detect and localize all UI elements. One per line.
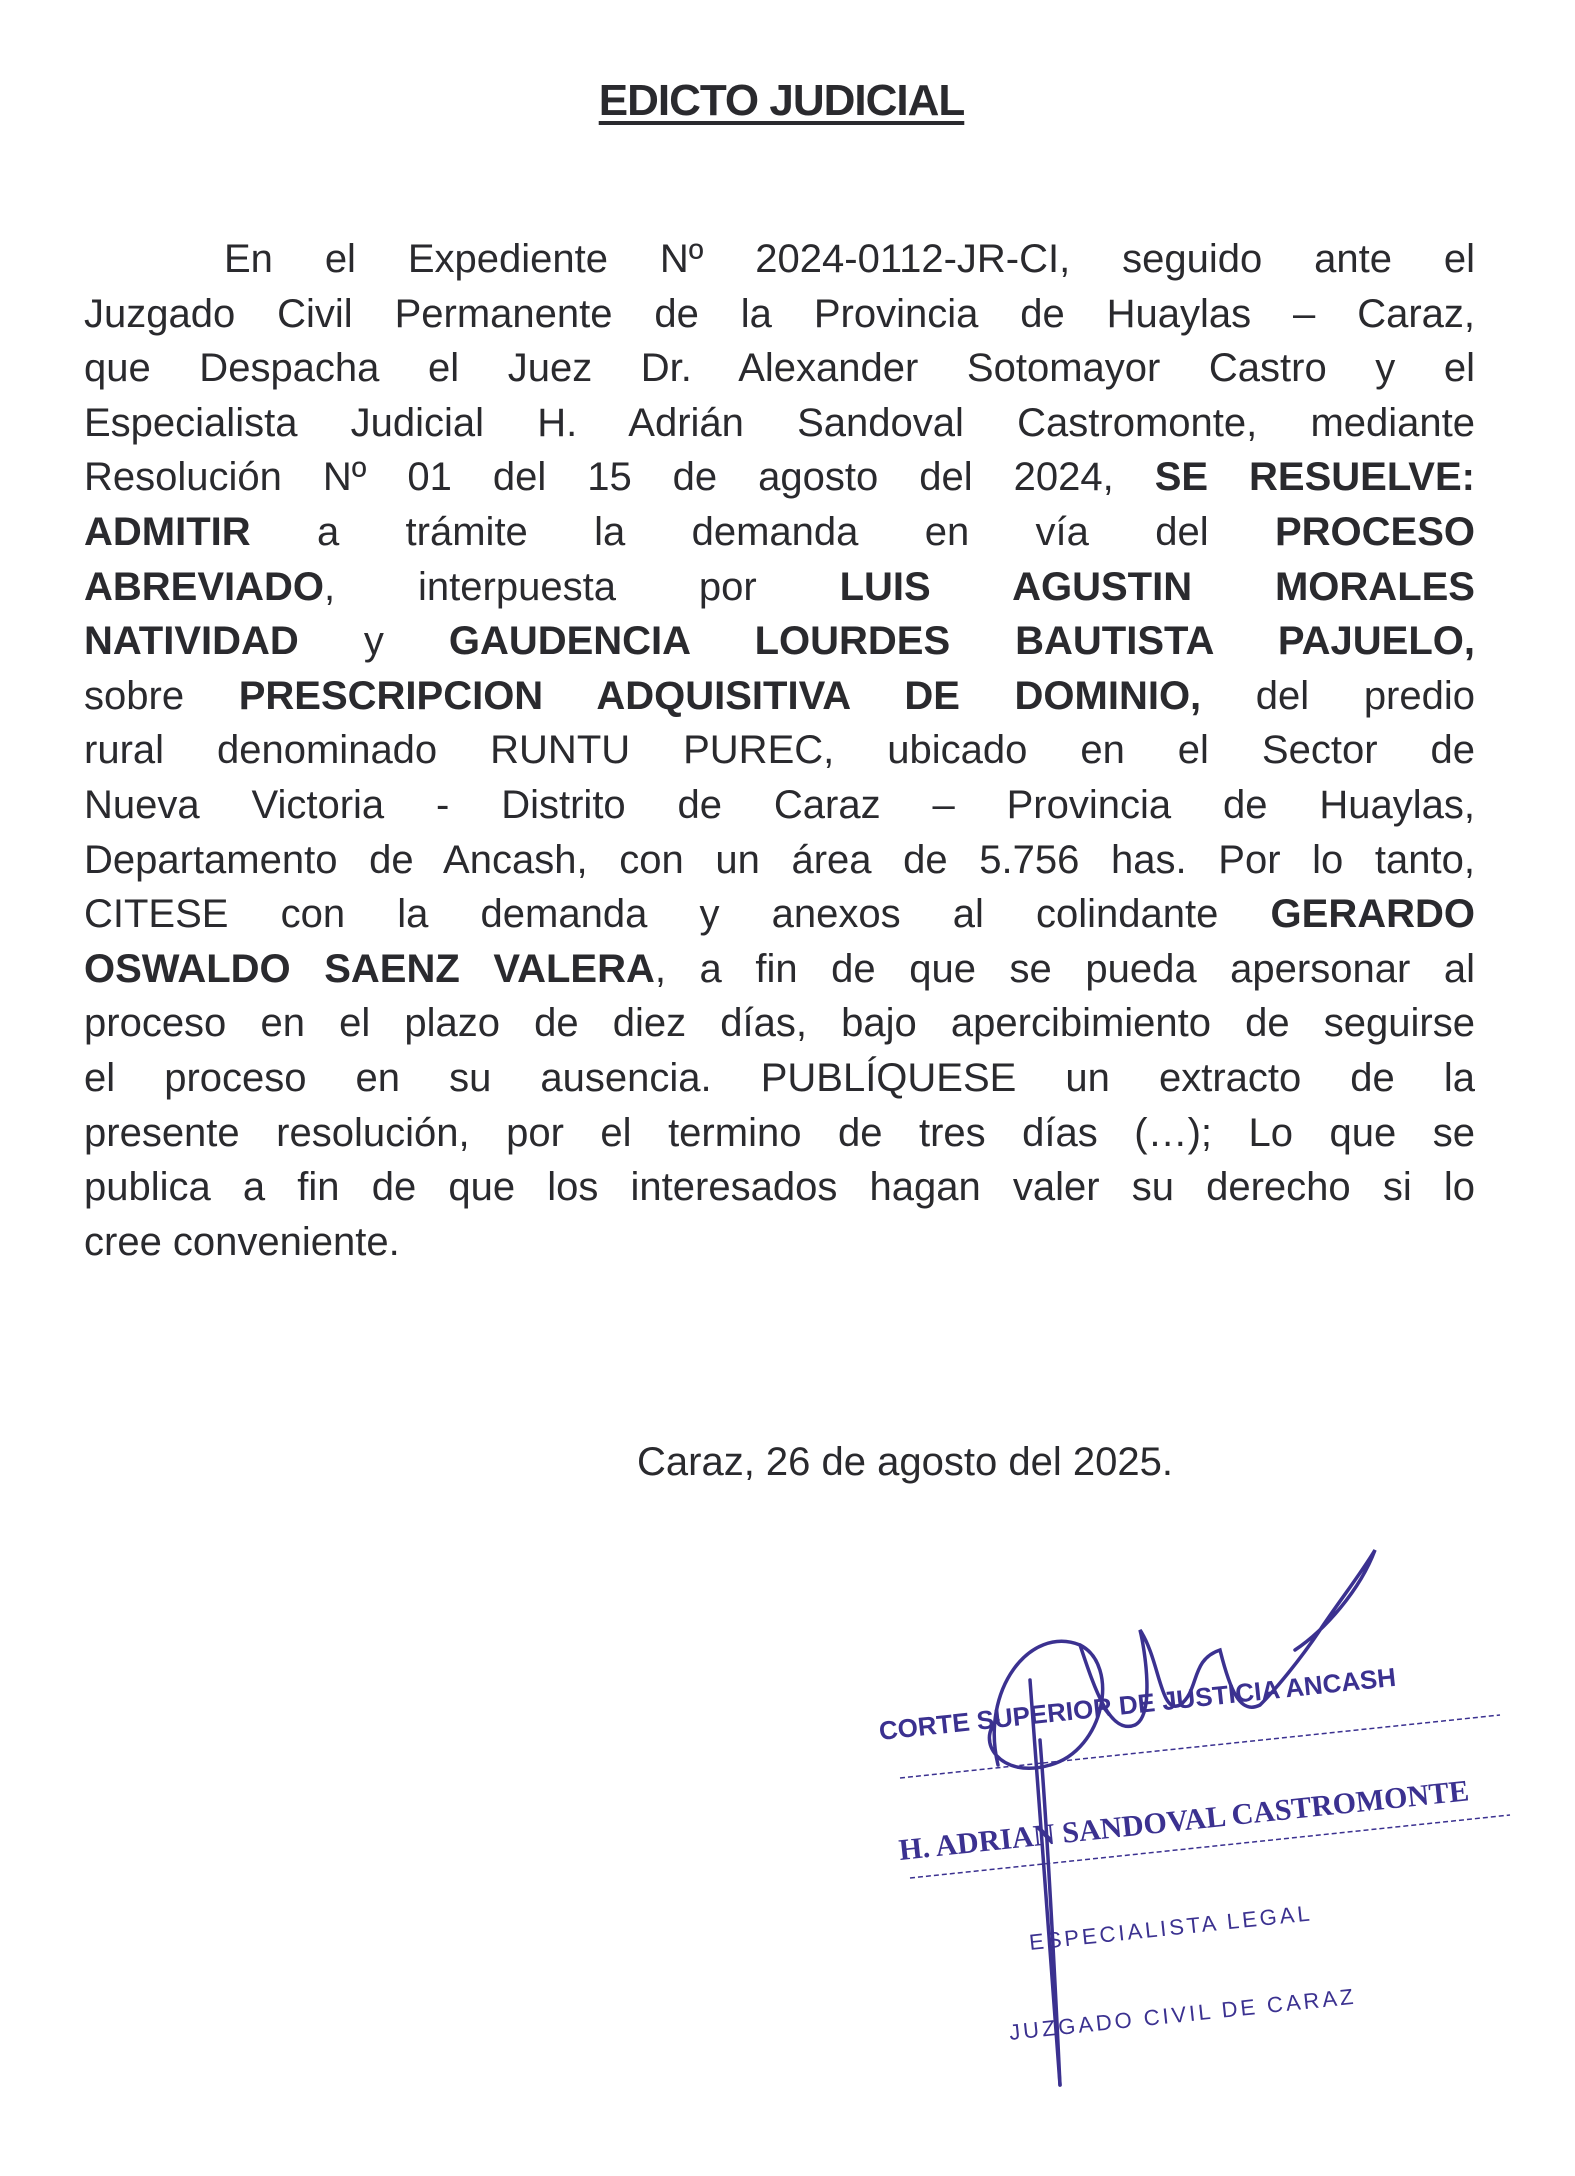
text-segment: Juzgado Civil Permanente de la Provincia de Huaylas – Caraz, (84, 291, 1475, 336)
bold-text-segment: LUIS AGUSTIN MORALES (839, 564, 1475, 609)
text-line (84, 1215, 1475, 1270)
text-segment: , interpuesta por (324, 564, 840, 609)
text-segment: Resolución Nº 01 del 15 de agosto del 2024, (84, 455, 1155, 500)
text-line (84, 560, 1475, 615)
date-line: Caraz, 26 de agosto del 2025. (637, 1440, 1173, 1484)
text-segment: cree conveniente. (84, 1219, 400, 1264)
text-line (84, 396, 1475, 451)
text-line (84, 450, 1475, 505)
text-segment: , a fin de que se pueda apersonar al (654, 946, 1476, 991)
text-segment: presente resolución, por el termino de tres días (…); Lo que se (84, 1110, 1475, 1155)
text-segment: sobre (84, 673, 239, 718)
text-line (84, 614, 1475, 669)
text-segment: proceso en el plazo de diez días, bajo apercibimiento de seguirse (84, 1001, 1475, 1046)
stamp-court-text: CORTE SUPERIOR DE JUSTICIA ANCASH (877, 1661, 1398, 1746)
text-line (84, 723, 1475, 778)
text-segment: CITESE con la demanda y anexos al colindante (84, 892, 1271, 937)
text-segment: y (298, 619, 449, 664)
text-line (84, 232, 1475, 287)
text-line (84, 778, 1475, 833)
bold-text-segment: ABREVIADO (84, 564, 325, 609)
text-segment: Departamento de Ancash, con un área de 5.756 has. Por lo tanto, (84, 837, 1475, 882)
bold-text-segment: SE RESUELVE: (1154, 455, 1475, 500)
document-title: EDICTO JUDICIAL (598, 76, 965, 125)
edict-body (84, 232, 1475, 1269)
text-line (84, 887, 1475, 942)
text-segment: que Despacha el Juez Dr. Alexander Sotomayor Castro y el (84, 346, 1475, 391)
text-segment: En el Expediente Nº 2024-0112-JR-CI, seguido ante el (224, 237, 1475, 281)
text-line (84, 505, 1475, 560)
bold-text-segment: ADMITIR (84, 509, 251, 554)
text-segment: del predio (1201, 673, 1476, 718)
text-line (84, 996, 1475, 1051)
text-line (84, 287, 1475, 342)
text-line (84, 1106, 1475, 1161)
text-segment: Nueva Victoria - Distrito de Caraz – Provincia de Huaylas, (84, 782, 1475, 827)
bold-text-segment: GERARDO (1270, 892, 1475, 937)
text-segment: publica a fin de que los interesados hagan valer su derecho si lo (84, 1165, 1475, 1210)
text-segment: el proceso en su ausencia. PUBLÍQUESE un extracto de la (84, 1055, 1475, 1100)
signature-stamp (860, 1540, 1560, 2140)
bold-text-segment: NATIVIDAD (84, 619, 299, 664)
stamp-office-text: JUZGADO CIVIL DE CARAZ (1007, 1983, 1358, 2045)
bold-text-segment: GAUDENCIA LOURDES BAUTISTA PAJUELO, (448, 619, 1475, 664)
text-segment: Especialista Judicial H. Adrián Sandoval Castromonte, mediante (84, 400, 1475, 445)
bold-text-segment: PRESCRIPCION ADQUISITIVA DE DOMINIO, (238, 673, 1202, 718)
text-line (84, 669, 1475, 724)
text-line (84, 1051, 1475, 1106)
stamp-name-text: H. ADRIAN SANDOVAL CASTROMONTE (897, 1774, 1471, 1867)
text-line (84, 833, 1475, 888)
bold-text-segment: PROCESO (1274, 509, 1475, 554)
text-line (84, 1160, 1475, 1215)
text-line (84, 942, 1475, 997)
text-segment: a trámite la demanda en vía del (250, 509, 1275, 554)
text-segment: rural denominado RUNTU PUREC, ubicado en el Sector de (84, 728, 1475, 773)
text-line (84, 341, 1475, 396)
bold-text-segment: OSWALDO SAENZ VALERA (84, 946, 655, 991)
stamp-role-text: ESPECIALISTA LEGAL (1027, 1900, 1314, 1955)
